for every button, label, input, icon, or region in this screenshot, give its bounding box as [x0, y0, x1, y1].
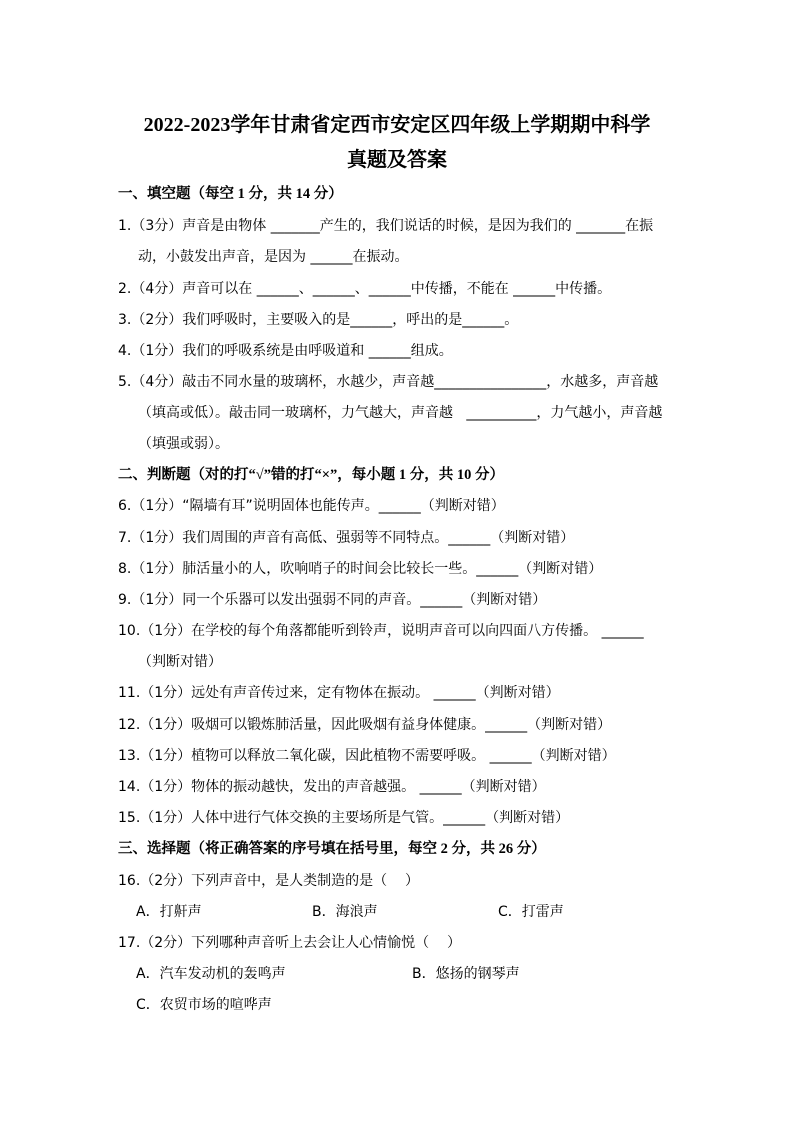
question-10-cont: （判断对错） [138, 654, 222, 670]
question-11: 11.（1分）远处有声音传过来，定有物体在振动。 ______（判断对错） [118, 685, 560, 701]
question-12: 12.（1分）吸烟可以锻炼肺活量，因此吸烟有益身体健康。______（判断对错） [118, 717, 612, 733]
document-title-line2: 真题及答案 [347, 149, 447, 171]
question-13: 13.（1分）植物可以释放二氧化碳，因此植物不需要呼吸。 ______（判断对错） [118, 748, 616, 764]
question-9: 9.（1分）同一个乐器可以发出强弱不同的声音。______（判断对错） [118, 592, 547, 608]
document-title: 2022-2023学年甘肃省定西市安定区四年级上学期期中科学 [143, 114, 651, 136]
q17-option-b: B．悠扬的钢琴声 [412, 966, 520, 982]
section3-heading: 三、选择题（将正确答案的序号填在括号里，每空 2 分，共 26 分） [118, 841, 546, 857]
q16-option-c: C．打雷声 [498, 904, 564, 920]
q16-option-a: A．打鼾声 [136, 904, 202, 920]
q17-option-a: A．汽车发动机的轰鸣声 [136, 966, 286, 982]
question-5: 5.（4分）敲击不同水量的玻璃杯，水越少，声音越________________，水越多，声音越 [118, 374, 659, 390]
section2-heading: 二、判断题（对的打“√”错的打“×”，每小题 1 分，共 10 分） [118, 467, 504, 483]
question-1: 1.（3分）声音是由物体 _______产生的，我们说话的时候，是因为我们的 _______在振 [118, 218, 654, 234]
question-2: 2.（4分）声音可以在 ______、______、______中传播，不能在 ______中传播。 [118, 281, 612, 297]
question-17: 17.（2分）下列哪种声音听上去会让人心情愉悦（ ） [118, 935, 461, 951]
question-4: 4.（1分）我们的呼吸系统是由呼吸道和 ______组成。 [118, 343, 453, 359]
question-15: 15.（1分）人体中进行气体交换的主要场所是气管。______（判断对错） [118, 810, 570, 826]
question-14: 14.（1分）物体的振动越快，发出的声音越强。 ______（判断对错） [118, 779, 546, 795]
question-16: 16.（2分）下列声音中，是人类制造的是（ ） [118, 873, 419, 889]
question-5-cont: （填高或低）。敲击同一玻璃杯，力气越大，声音越 __________，力气越小，声音越 [138, 405, 663, 421]
question-5-cont2: （填强或弱）。 [138, 436, 229, 452]
question-7: 7.（1分）我们周围的声音有高低、强弱等不同特点。______（判断对错） [118, 530, 575, 546]
section1-heading: 一、填空题（每空 1 分，共 14 分） [118, 186, 343, 202]
question-8: 8.（1分）肺活量小的人，吹响哨子的时间会比较长一些。______（判断对错） [118, 561, 603, 577]
question-3: 3.（2分）我们呼吸时，主要吸入的是______，呼出的是______。 [118, 312, 519, 328]
q17-option-c: C．农贸市场的喧哗声 [136, 997, 272, 1013]
question-10: 10.（1分）在学校的每个角落都能听到铃声，说明声音可以向四面八方传播。 ______ [118, 623, 644, 639]
question-6: 6.（1分）“隔墙有耳”说明固体也能传声。______（判断对错） [118, 498, 505, 514]
q16-option-b: B．海浪声 [312, 904, 378, 920]
question-1-cont: 动，小鼓发出声音，是因为 ______在振动。 [138, 249, 409, 265]
